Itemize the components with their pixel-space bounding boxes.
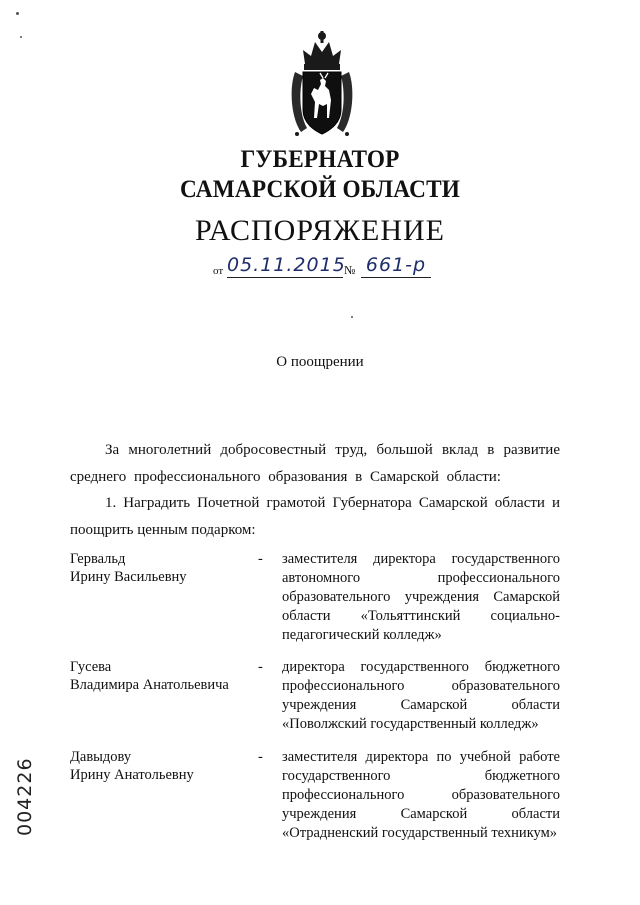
awardee-surname: Давыдову <box>70 749 132 765</box>
awardee-description: заместителя директора по учебной работе государственного бюджетного профессионального образовательного учреждения Самарской области «Отрадненский государственный техникум» <box>282 749 560 841</box>
awardee-description: заместителя директора государственного автономного профессионального образовательного учреждения Самарской области «Тольяттинский социально-педагогический колледж» <box>282 551 560 643</box>
awardee-name <box>70 748 255 784</box>
awardee-dash: - <box>258 659 263 675</box>
awardee-given-names: Ирину Анатольевну <box>70 767 194 783</box>
awardee-given-names: Ирину Васильевну <box>70 569 187 585</box>
document-subject: О поощрении <box>276 354 364 370</box>
number-value: 661-р <box>361 254 431 278</box>
scan-speck <box>20 36 22 38</box>
document-type: РАСПОРЯЖЕНИЕ <box>194 214 446 247</box>
date-value: 05.11.2015 <box>227 254 346 276</box>
awardee-name <box>70 658 255 694</box>
awardee-given-names: Владимира Анатольевича <box>70 677 229 693</box>
body-paragraph-2: 1. Наградить Почетной грамотой Губернатора Самарской области и поощрить ценным подарком: <box>70 495 560 538</box>
awardee-dash: - <box>258 551 263 567</box>
awardee-name <box>70 550 255 586</box>
header-region: САМАРСКОЙ ОБЛАСТИ <box>179 176 461 203</box>
awardee-dash: - <box>258 749 263 765</box>
awardee-surname: Гервальд <box>70 551 126 567</box>
number-label: № <box>344 263 356 277</box>
samara-coat-of-arms-icon <box>287 28 357 140</box>
header-governor: ГУБЕРНАТОР <box>240 146 400 173</box>
body-paragraph-1: За многолетний добросовестный труд, большой вклад в развитие среднего профессионального образования в Самарской области: <box>70 442 560 485</box>
date-number-line <box>205 254 465 282</box>
scan-speck <box>16 12 19 15</box>
scan-speck <box>351 316 353 318</box>
awardee-description: директора государственного бюджетного профессионального образовательного учреждения Самарской области «Поволжский государственный колледж» <box>282 659 560 732</box>
side-serial-stamp: 004226 <box>14 757 36 836</box>
date-label: от <box>213 265 224 277</box>
awardee-surname: Гусева <box>70 659 112 675</box>
